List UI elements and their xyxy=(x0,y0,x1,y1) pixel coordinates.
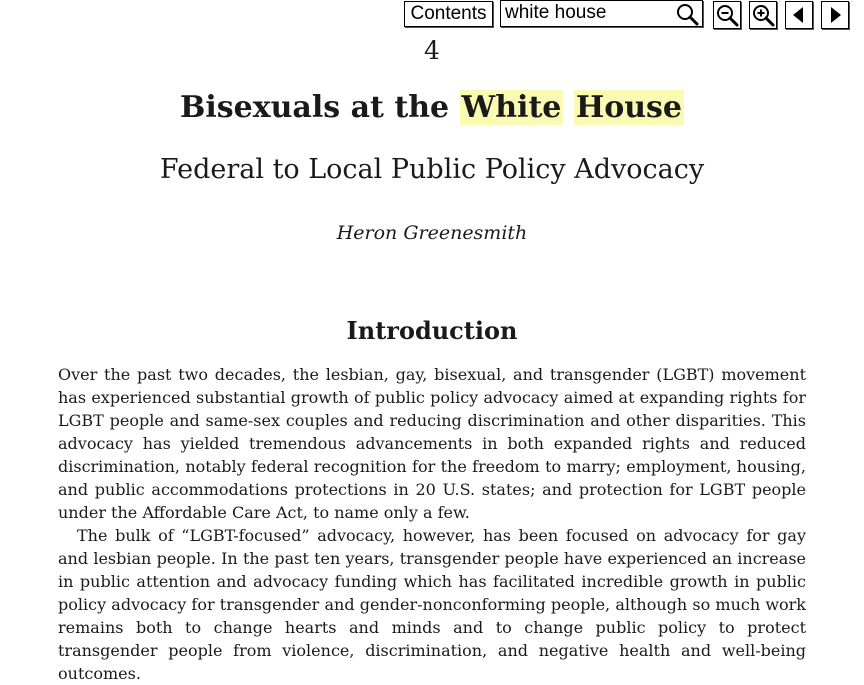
contents-button[interactable]: Contents xyxy=(404,1,493,27)
zoom-in-button[interactable] xyxy=(749,1,777,29)
chapter-subtitle: Federal to Local Public Policy Advocacy xyxy=(159,154,705,185)
zoom-out-icon xyxy=(714,2,740,28)
paragraph: The bulk of “LGBT-focused” advocacy, however, has been focused on advocacy for gay and lesbian people. In the past ten years, transgender people have experienced an increase in public attention and advocacy funding which has facilitated incredible growth in public policy advocacy for transgender and gender-nonconforming people, although so much work remains both to change hearts and minds and to change public policy to protect transgender people from violence, discrimination, and negative health and well-being outcomes. xyxy=(58,526,806,683)
search-highlight: House xyxy=(575,90,682,125)
zoom-in-icon xyxy=(750,2,776,28)
search-input[interactable] xyxy=(505,1,671,25)
chapter-title-text: Bisexuals at the xyxy=(180,90,450,125)
triangle-left-icon xyxy=(786,2,812,28)
next-page-button[interactable] xyxy=(821,1,849,29)
paragraph: Over the past two decades, the lesbian, gay, bisexual, and transgender (LGBT) movement has experienced substantial growth of public policy advocacy aimed at expanding rights for LGBT people and same-sex couples and reducing discrimination and other disparities. This advocacy has yielded tremendous advancements in both expanded rights and reduced discrimination, notably federal recognition for the freedom to marry; employment, housing, and public accommodations protections in 20 U.S. states; and protection for LGBT people under the Affordable Care Act, to name only a few. xyxy=(58,365,806,522)
search-highlight: White xyxy=(461,90,562,125)
reader-toolbar xyxy=(0,0,832,30)
section-heading: Introduction xyxy=(346,316,518,345)
body-text xyxy=(58,363,806,685)
zoom-out-button[interactable] xyxy=(713,1,741,29)
triangle-right-icon xyxy=(822,2,848,28)
search-box[interactable] xyxy=(500,0,703,27)
search-icon[interactable] xyxy=(675,2,699,26)
chapter-title xyxy=(0,88,864,128)
previous-page-button[interactable] xyxy=(785,1,813,29)
chapter-author: Heron Greenesmith xyxy=(336,222,528,244)
chapter-number: 4 xyxy=(424,36,440,65)
